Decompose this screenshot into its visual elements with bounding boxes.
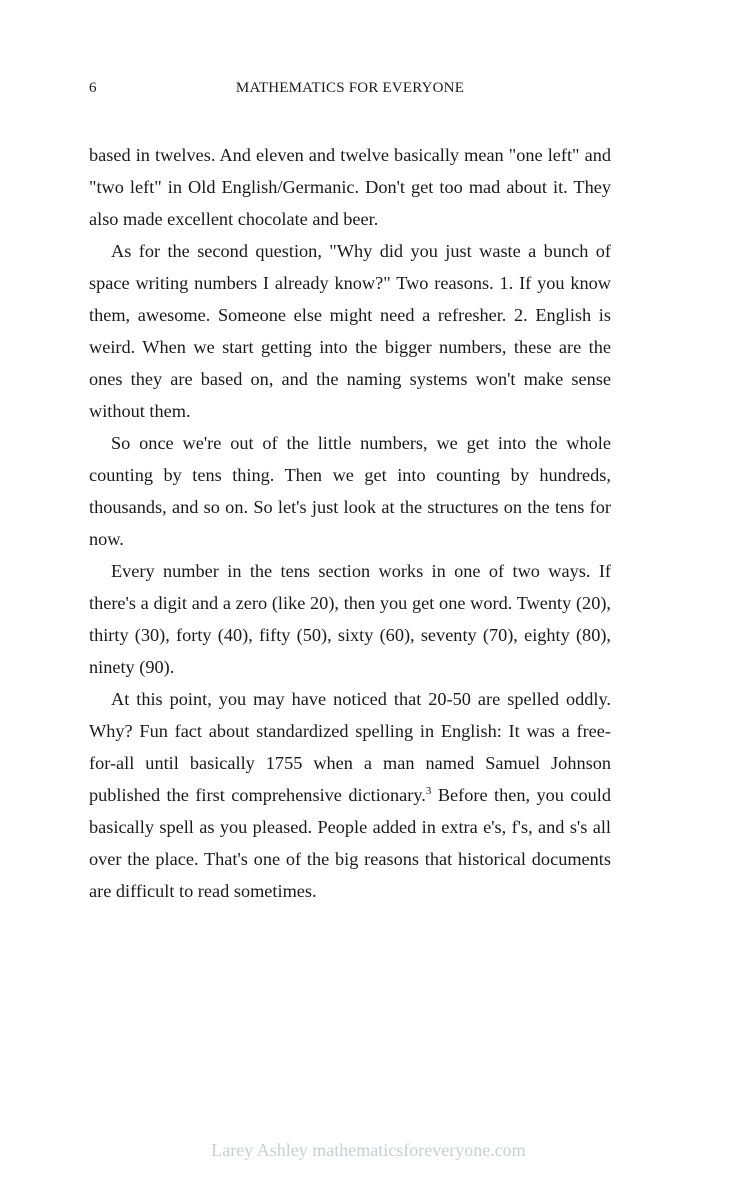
running-header <box>89 80 611 102</box>
footnote-reference[interactable]: 3 <box>425 785 432 797</box>
paragraph-tens-section: Every number in the tens section works in one of two ways. If there's a digit and a zero (like 20), then you get one word. Twenty (20), thirty (30), forty (40), fifty (50), sixty (60), seventy (70), eighty (80), ninety (90). <box>89 561 611 677</box>
paragraph-counting-by-tens: So once we're out of the little numbers, we get into the whole counting by tens thing. Then we get into counting by hundreds, thousands, and so on. So let's just look at the structures on the tens for now. <box>89 433 611 549</box>
paragraph-text-before-footnote: At this point, you may have noticed that 20-50 are spelled oddly. Why? Fun fact about standardized spelling in English: It was a free-for-all until basically 1755 when a man named Samuel Johnson published the first comprehensive dictionary. <box>89 689 611 805</box>
paragraph-spelling-history <box>89 683 611 907</box>
paragraph-text-after-footnote: Before then, you could basically spell as you pleased. People added in extra e's, f's, and s's all over the place. That's one of the big reasons that historical documents are difficult to read sometimes. <box>89 785 611 901</box>
paragraph-continued: based in twelves. And eleven and twelve basically mean "one left" and "two left" in Old English/Germanic. Don't get too mad about it. They also made excellent chocolate and beer. <box>89 145 611 229</box>
running-title: MATHEMATICS FOR EVERYONE <box>235 80 465 96</box>
paragraph-second-question: As for the second question, "Why did you just waste a bunch of space writing numbers I already know?" Two reasons. 1. If you know them, awesome. Someone else might need a refresher. 2. English is weird. When we start getting into the bigger numbers, these are the ones they are based on, and the naming systems won't make sense without them. <box>89 241 611 421</box>
page-number: 6 <box>89 80 97 96</box>
watermark: Larey Ashley mathematicsforeveryone.com <box>211 1140 526 1160</box>
body-text <box>89 139 611 907</box>
